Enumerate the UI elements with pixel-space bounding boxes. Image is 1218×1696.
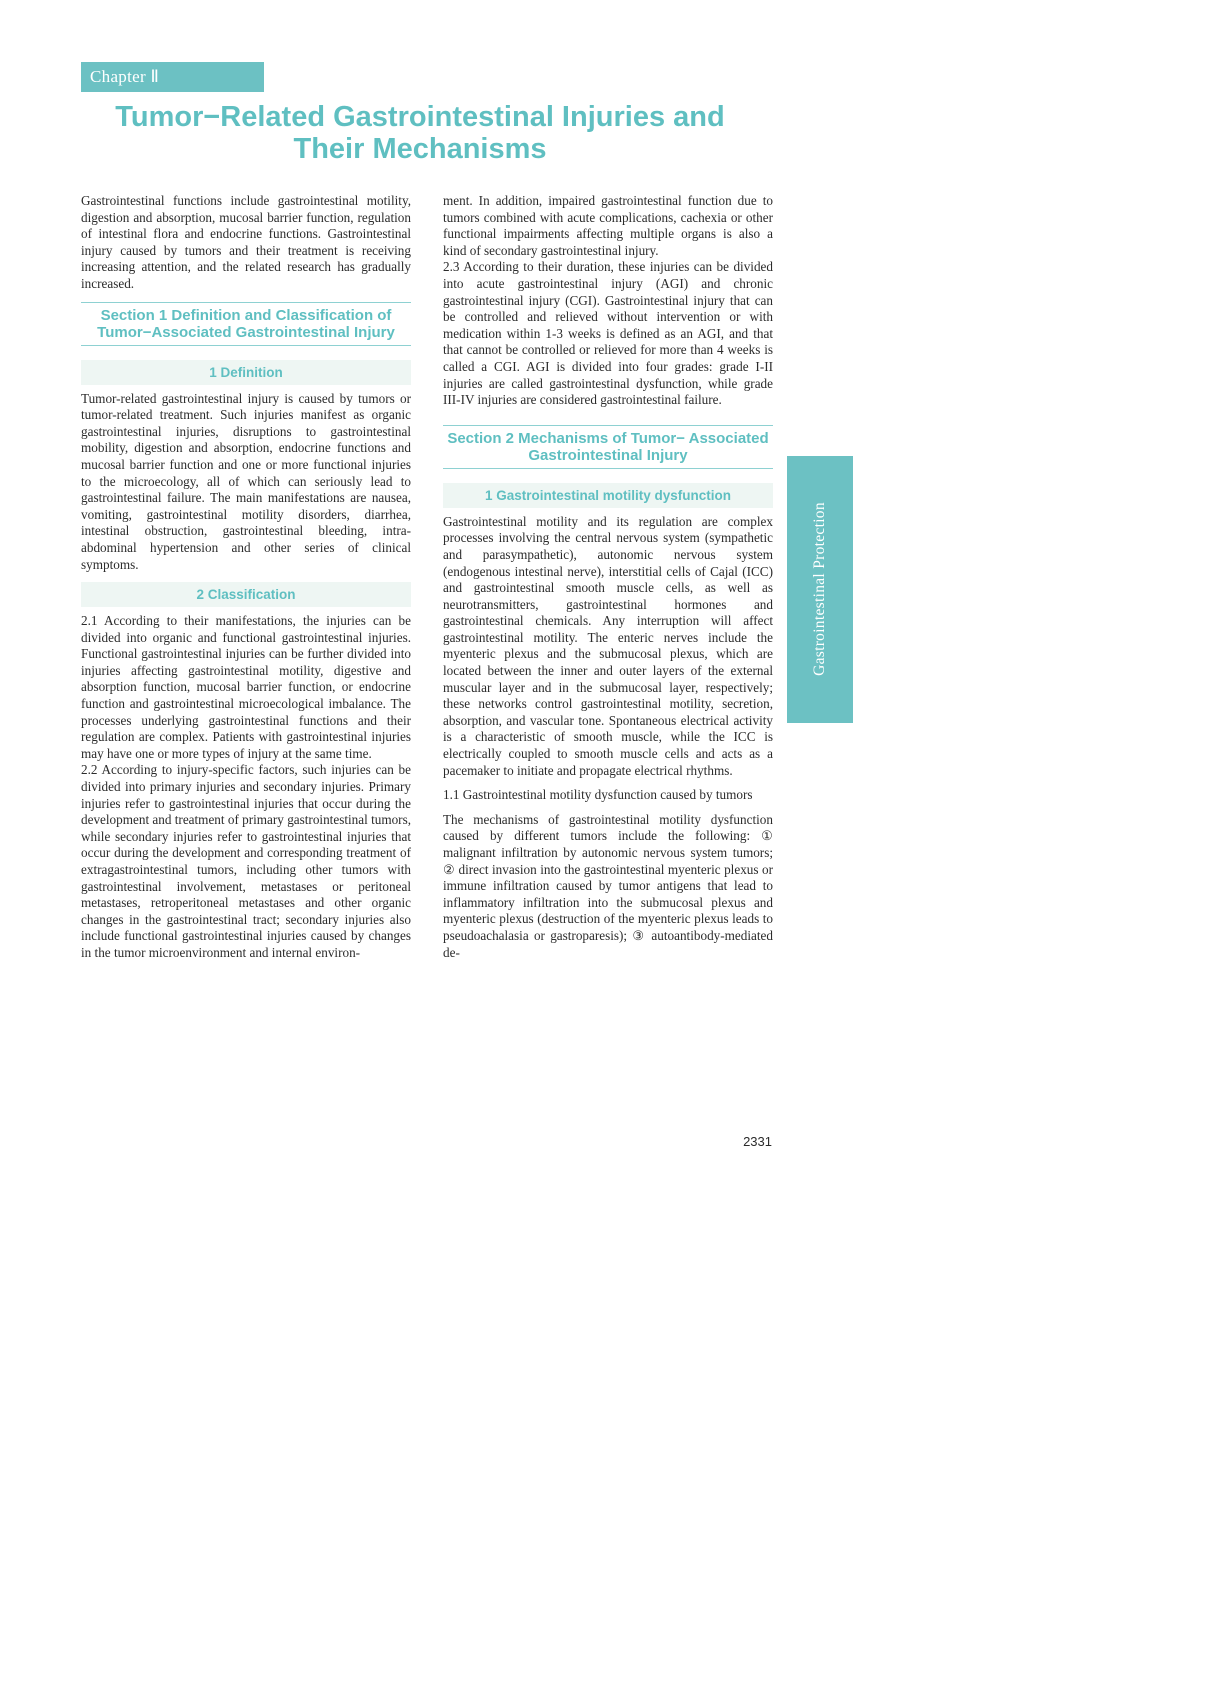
chapter-label: Chapter Ⅱ: [81, 62, 264, 92]
page-title: Tumor−Related Gastrointestinal Injuries and Their Mechanisms: [115, 101, 725, 165]
classification-2-2-paragraph: 2.2 According to injury-specific factors, such injuries can be divided into primary injuries and secondary injuries. Primary injuries refer to gastrointestinal injuries that occur during the development and treatment of primary gastrointestinal tumors, while secondary injuries refer to gastrointestinal injuries that occur during the development and corresponding treatment of extragastrointestinal tumors, including other tumors with gastrointestinal involvement, metastases or peritoneal metastases, retroperitoneal metastases and other organic changes in the gastrointestinal tract; secondary injuries also include functional gastrointestinal injuries caused by changes in the tumor microenvironment and internal environ-: [81, 762, 411, 960]
side-tab-label: Gastrointestinal Protection: [811, 502, 828, 676]
mechanisms-paragraph: The mechanisms of gastrointestinal motility dysfunction caused by different tumors include the following: ① malignant infiltration by autonomic nervous system tumors; ② direct invasion into the gastrointestinal myenteric plexus or immune infiltration caused by tumor antigens that lead to inflammatory infiltration into the submucosal plexus and myenteric plexus (destruction of the myenteric plexus leads to pseudoachalasia or gastroparesis); ③ autoantibody-mediated de-: [443, 811, 773, 960]
page-number: 2331: [743, 1134, 772, 1149]
definition-paragraph: Tumor-related gastrointestinal injury is caused by tumors or tumor-related treatment. Such injuries manifest as organic gastrointestinal injuries, disruptions to gastrointestinal mobility, digestion and absorption, endocrine functions and mucosal barrier function and one or more functional injuries to the microecology, all of which can seriously lead to gastrointestinal failure. The main manifestations are nausea, vomiting, gastrointestinal motility disorders, diarrhea, intestinal obstruction, gastrointestinal bleeding, intra-abdominal hypertension and other series of clinical symptoms.: [81, 390, 411, 572]
classification-2-3-paragraph: 2.3 According to their duration, these injuries can be divided into acute gastrointestinal injury (AGI) and chronic gastrointestinal injury (CGI). Gastrointestinal injury that can be controlled and relieved without intervention or with medication within 1-3 weeks is defined as an AGI, and that that cannot be controlled or relieved for more than 4 weeks is called a CGI. AGI is divided into four grades: grade I-II injuries are called gastrointestinal dysfunction, while grade III-IV injuries are considered gastrointestinal failure.: [443, 259, 773, 408]
subsection-1-1-heading: 1.1 Gastrointestinal motility dysfunction caused by tumors: [443, 787, 753, 803]
motility-paragraph: Gastrointestinal motility and its regulation are complex processes involving the central nervous system (sympathetic and parasympathetic), autonomic nervous system (endogenous intestinal nerve), interstitial cells of Cajal (ICC) and gastrointestinal smooth muscle cells, as well as neurotransmitters, gastrointestinal hormones and gastrointestinal chemicals. Any interruption will affect gastrointestinal motility. The enteric nerves include the myenteric plexus and the submucosal plexus, which are located between the inner and outer layers of the external muscular layer and in the submucosal layer, respectively; these networks control gastrointestinal motility, secretion, absorption, and vascular tone. Spontaneous electrical activity is a characteristic of smooth muscle, while the ICC is electrically coupled to smooth muscle cells and acts as a pacemaker to initiate and propagate electrical rhythms.: [443, 513, 773, 778]
continuation-paragraph: ment. In addition, impaired gastrointestinal function due to tumors combined with acute complications, cachexia or other functional impairments affecting multiple organs is also a kind of secondary gastrointestinal injury.: [443, 193, 773, 258]
left-column: [81, 193, 411, 962]
side-tab: [787, 456, 853, 723]
classification-heading: 2 Classification: [81, 582, 411, 607]
right-column: [443, 193, 773, 961]
section1-heading: Section 1 Definition and Classification of Tumor−Associated Gastrointestinal Injury: [81, 302, 411, 346]
intro-paragraph: Gastrointestinal functions include gastrointestinal motility, digestion and absorption, mucosal barrier function, regulation of intestinal flora and endocrine functions. Gastrointestinal injury caused by tumors and their treatment is receiving increasing attention, and the related research has gradually increased.: [81, 193, 411, 291]
motility-heading: 1 Gastrointestinal motility dysfunction: [443, 483, 773, 508]
definition-heading: 1 Definition: [81, 360, 411, 385]
classification-2-1-paragraph: 2.1 According to their manifestations, the injuries can be divided into organic and functional gastrointestinal injuries. Functional gastrointestinal injuries can be further divided into injuries affecting gastrointestinal motility, digestive and absorption function, mucosal barrier function, or endocrine function and gastrointestinal microecological imbalance. The processes underlying gastrointestinal functions and their regulation are complex. Patients with gastrointestinal injuries may have one or more types of injury at the same time.: [81, 613, 411, 761]
section2-heading: Section 2 Mechanisms of Tumor− Associated Gastrointestinal Injury: [443, 425, 773, 469]
